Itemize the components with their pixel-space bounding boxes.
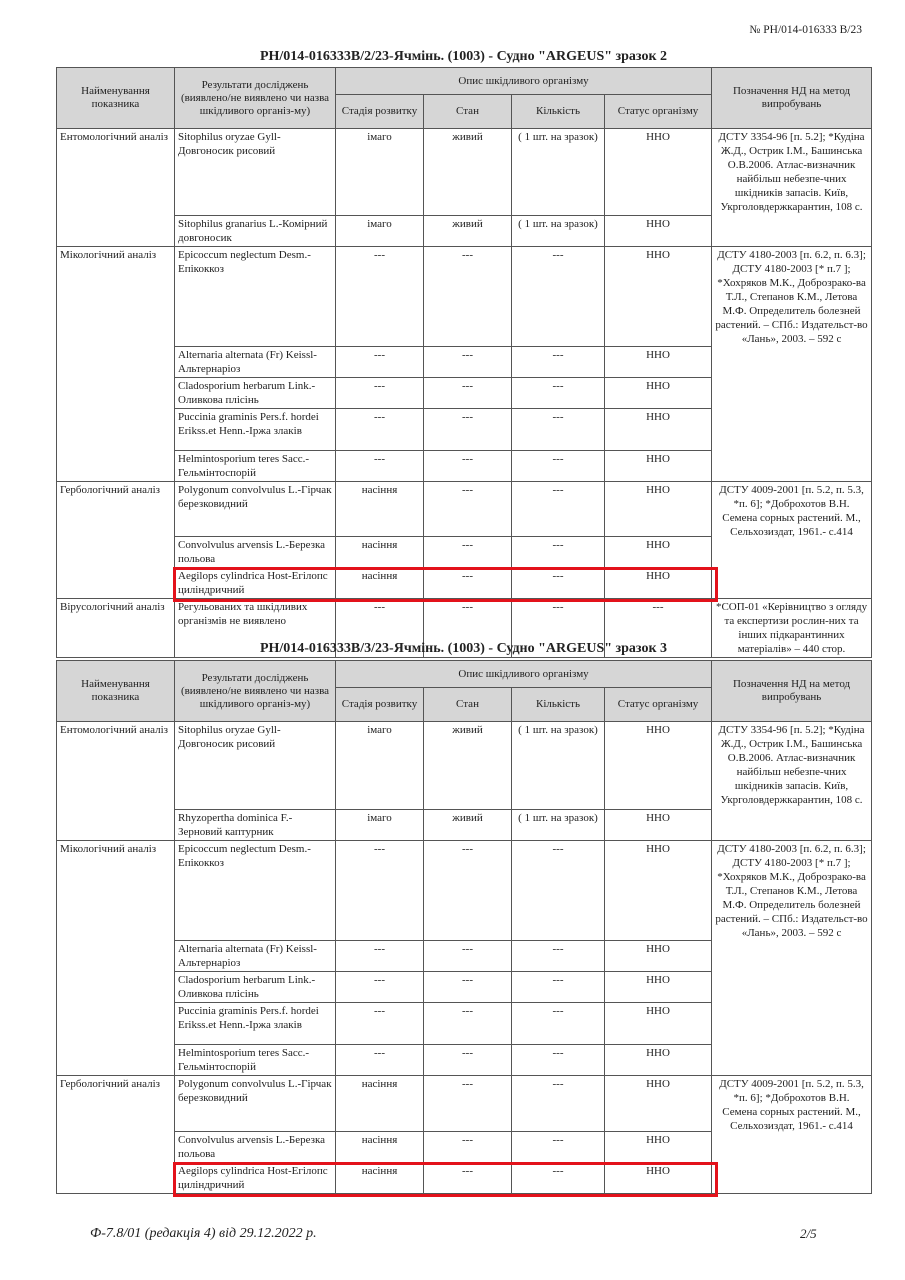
quantity-cell: --- [512, 1045, 605, 1076]
indicator-cell: Гербологічний аналіз [57, 482, 175, 599]
state-cell: --- [424, 537, 512, 568]
stage-cell: --- [336, 347, 424, 378]
quantity-cell: ( 1 шт. на зразок) [512, 216, 605, 247]
header-stage: Стадія розвитку [336, 95, 424, 129]
organism-cell: Puccinia graminis Pers.f. hordei Erikss.et Henn.-Іржа злаків [175, 1003, 336, 1045]
indicator-cell: Мікологічний аналіз [57, 247, 175, 482]
stage-cell: --- [336, 599, 424, 658]
table-row [57, 129, 872, 216]
quantity-cell: --- [512, 1163, 605, 1194]
organism-cell: Sitophilus granarius L.-Комірний довгоносик [175, 216, 336, 247]
stage-cell: насіння [336, 537, 424, 568]
state-cell: --- [424, 972, 512, 1003]
table-row [57, 841, 872, 941]
method-cell: ДСТУ 4009-2001 [п. 5.2, п. 5.3, *п. 6]; *Доброхотов В.Н. Семена сорных растений. М., Сельхозиздат, 1961.- с.414 [712, 1076, 872, 1194]
status-cell: ННО [605, 972, 712, 1003]
organism-cell: Alternaria alternata (Fr) Keissl-Альтернаріоз [175, 347, 336, 378]
state-cell: --- [424, 1045, 512, 1076]
table-row [57, 247, 872, 347]
quantity-cell: --- [512, 1076, 605, 1132]
method-cell: ДСТУ 3354-96 [п. 5.2]; *Кудіна Ж.Д., Острик І.М., Башинська О.В.2006. Атлас-визначник найбільш небезпе-чних шкідників запасів. Київ, Укрголовдержкарантин, 108 с. [712, 722, 872, 841]
organism-cell: Aegilops cylindrica Host-Егілопс циліндричний [175, 568, 336, 599]
header-results: Результати досліджень (виявлено/не виявлено чи назва шкідливого організ-му) [175, 661, 336, 722]
status-cell: ННО [605, 568, 712, 599]
status-cell: ННО [605, 347, 712, 378]
state-cell: --- [424, 568, 512, 599]
table-title: РН/014-016333В/2/23-Ячмінь. (1003) - Судно "ARGEUS" зразок 2 [259, 49, 668, 64]
status-cell: ННО [605, 129, 712, 216]
status-cell: ННО [605, 1045, 712, 1076]
stage-cell: імаго [336, 216, 424, 247]
quantity-cell: --- [512, 451, 605, 482]
header-indicator: Найменування показника [57, 661, 175, 722]
stage-cell: насіння [336, 1163, 424, 1194]
quantity-cell: --- [512, 347, 605, 378]
status-cell: ННО [605, 941, 712, 972]
status-cell: ННО [605, 451, 712, 482]
quantity-cell: --- [512, 599, 605, 658]
header-method: Позначення НД на метод випробувань [712, 661, 872, 722]
quantity-cell: ( 1 шт. на зразок) [512, 722, 605, 810]
header-stage: Стадія розвитку [336, 688, 424, 722]
status-cell: --- [605, 599, 712, 658]
results-table [56, 660, 872, 1194]
organism-cell: Epicoccum neglectum Desm.-Епікоккоз [175, 247, 336, 347]
document-number: № РН/014-016333 В/23 [749, 24, 862, 36]
stage-cell: імаго [336, 810, 424, 841]
method-cell: ДСТУ 4180-2003 [п. 6.2, п. 6.3]; ДСТУ 4180-2003 [* п.7 ]; *Хохряков М.К., Доброзрако-ва Т.Л., Степанов К.М., Летова М.Ф. Определитель болезней растений. – СПб.: Издательст-во «Лань», 2003. – 592 с [712, 841, 872, 1076]
header-quantity: Кількість [512, 95, 605, 129]
status-cell: ННО [605, 1163, 712, 1194]
state-cell: --- [424, 841, 512, 941]
stage-cell: --- [336, 841, 424, 941]
quantity-cell: --- [512, 568, 605, 599]
organism-cell: Cladosporium herbarum Link.-Оливкова плісінь [175, 972, 336, 1003]
status-cell: ННО [605, 378, 712, 409]
quantity-cell: --- [512, 247, 605, 347]
quantity-cell: --- [512, 409, 605, 451]
status-cell: ННО [605, 216, 712, 247]
organism-cell: Sitophilus oryzae Gyll-Довгоносик рисовий [175, 129, 336, 216]
indicator-cell: Вірусологічний аналіз [57, 599, 175, 658]
state-cell: --- [424, 1163, 512, 1194]
state-cell: --- [424, 599, 512, 658]
indicator-cell: Мікологічний аналіз [57, 841, 175, 1076]
stage-cell: --- [336, 451, 424, 482]
header-results: Результати досліджень (виявлено/не виявлено чи назва шкідливого організ-му) [175, 68, 336, 129]
header-status: Статус організму [605, 95, 712, 129]
organism-cell: Epicoccum neglectum Desm.-Епікоккоз [175, 841, 336, 941]
organism-cell: Puccinia graminis Pers.f. hordei Erikss.et Henn.-Іржа злаків [175, 409, 336, 451]
state-cell: --- [424, 482, 512, 537]
table-row [57, 1076, 872, 1132]
header-quantity: Кількість [512, 688, 605, 722]
status-cell: ННО [605, 1076, 712, 1132]
status-cell: ННО [605, 810, 712, 841]
header-description: Опис шкідливого організму [336, 661, 712, 688]
state-cell: живий [424, 216, 512, 247]
quantity-cell: --- [512, 378, 605, 409]
state-cell: --- [424, 1132, 512, 1163]
status-cell: ННО [605, 537, 712, 568]
page-number: 2/5 [800, 1226, 817, 1241]
status-cell: ННО [605, 409, 712, 451]
state-cell: --- [424, 941, 512, 972]
quantity-cell: --- [512, 972, 605, 1003]
stage-cell: --- [336, 1045, 424, 1076]
stage-cell: насіння [336, 482, 424, 537]
header-status: Статус організму [605, 688, 712, 722]
quantity-cell: ( 1 шт. на зразок) [512, 810, 605, 841]
indicator-cell: Ентомологічний аналіз [57, 129, 175, 247]
table-title: РН/014-016333В/3/23-Ячмінь. (1003) - Судно "ARGEUS" зразок 3 [259, 641, 668, 656]
stage-cell: імаго [336, 129, 424, 216]
header-method: Позначення НД на метод випробувань [712, 68, 872, 129]
quantity-cell: --- [512, 1003, 605, 1045]
form-footer: Ф-7.8/01 (редакція 4) від 29.12.2022 р. [90, 1226, 317, 1241]
stage-cell: --- [336, 409, 424, 451]
method-cell: ДСТУ 4009-2001 [п. 5.2, п. 5.3, *п. 6]; *Доброхотов В.Н. Семена сорных растений. М., Сельхозиздат, 1961.- с.414 [712, 482, 872, 599]
quantity-cell: --- [512, 482, 605, 537]
table-row [57, 482, 872, 537]
method-cell: ДСТУ 3354-96 [п. 5.2]; *Кудіна Ж.Д., Острик І.М., Башинська О.В.2006. Атлас-визначник найбільш небезпе-чних шкідників запасів. Київ, Укрголовдержкарантин, 108 с. [712, 129, 872, 247]
state-cell: --- [424, 1076, 512, 1132]
status-cell: ННО [605, 482, 712, 537]
status-cell: ННО [605, 722, 712, 810]
header-state: Стан [424, 95, 512, 129]
status-cell: ННО [605, 1132, 712, 1163]
status-cell: ННО [605, 1003, 712, 1045]
state-cell: живий [424, 722, 512, 810]
stage-cell: насіння [336, 568, 424, 599]
results-table [56, 67, 872, 658]
method-cell: *СОП-01 «Керівництво з огляду та експертизи рослин-них та інших підкарантинних матеріалів» – 440 стор. [712, 599, 872, 658]
header-state: Стан [424, 688, 512, 722]
stage-cell: --- [336, 1003, 424, 1045]
state-cell: живий [424, 129, 512, 216]
quantity-cell: --- [512, 841, 605, 941]
stage-cell: імаго [336, 722, 424, 810]
state-cell: --- [424, 409, 512, 451]
organism-cell: Cladosporium herbarum Link.-Оливкова плісінь [175, 378, 336, 409]
header-description: Опис шкідливого організму [336, 68, 712, 95]
organism-cell: Helmintosporium teres Sacc.-Гельмінтоспорій [175, 1045, 336, 1076]
organism-cell: Convolvulus arvensis L.-Березка польова [175, 537, 336, 568]
organism-cell: Rhyzopertha dominica F.-Зерновий каптурник [175, 810, 336, 841]
organism-cell: Aegilops cylindrica Host-Егілопс циліндричний [175, 1163, 336, 1194]
table-row [57, 722, 872, 810]
organism-cell: Helmintosporium teres Sacc.-Гельмінтоспорій [175, 451, 336, 482]
method-cell: ДСТУ 4180-2003 [п. 6.2, п. 6.3]; ДСТУ 4180-2003 [* п.7 ]; *Хохряков М.К., Доброзрако-ва Т.Л., Степанов К.М., Летова М.Ф. Определитель болезней растений. – СПб.: Издательст-во «Лань», 2003. – 592 с [712, 247, 872, 482]
stage-cell: --- [336, 972, 424, 1003]
status-cell: ННО [605, 841, 712, 941]
organism-cell: Alternaria alternata (Fr) Keissl-Альтернаріоз [175, 941, 336, 972]
organism-cell: Регульованих та шкідливих організмів не виявлено [175, 599, 336, 658]
state-cell: живий [424, 810, 512, 841]
state-cell: --- [424, 247, 512, 347]
stage-cell: насіння [336, 1132, 424, 1163]
state-cell: --- [424, 1003, 512, 1045]
indicator-cell: Гербологічний аналіз [57, 1076, 175, 1194]
stage-cell: насіння [336, 1076, 424, 1132]
quantity-cell: --- [512, 537, 605, 568]
organism-cell: Polygonum convolvulus L.-Гірчак березковидний [175, 482, 336, 537]
state-cell: --- [424, 378, 512, 409]
stage-cell: --- [336, 247, 424, 347]
header-indicator: Найменування показника [57, 68, 175, 129]
status-cell: ННО [605, 247, 712, 347]
quantity-cell: --- [512, 941, 605, 972]
state-cell: --- [424, 451, 512, 482]
stage-cell: --- [336, 378, 424, 409]
quantity-cell: --- [512, 1132, 605, 1163]
indicator-cell: Ентомологічний аналіз [57, 722, 175, 841]
organism-cell: Sitophilus oryzae Gyll-Довгоносик рисовий [175, 722, 336, 810]
quantity-cell: ( 1 шт. на зразок) [512, 129, 605, 216]
organism-cell: Polygonum convolvulus L.-Гірчак березковидний [175, 1076, 336, 1132]
stage-cell: --- [336, 941, 424, 972]
organism-cell: Convolvulus arvensis L.-Березка польова [175, 1132, 336, 1163]
state-cell: --- [424, 347, 512, 378]
